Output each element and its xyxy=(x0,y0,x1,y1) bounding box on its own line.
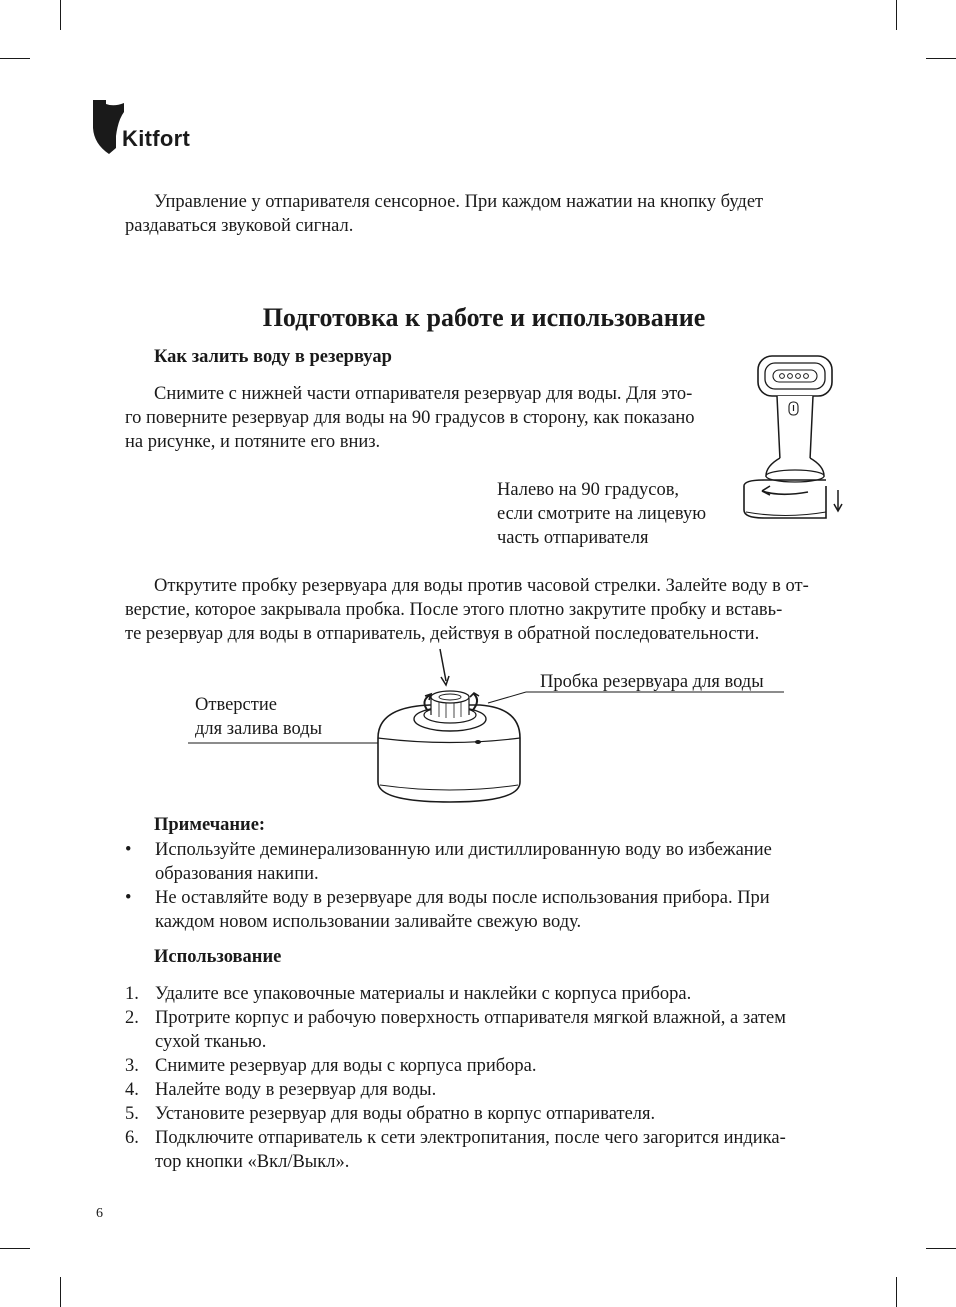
bullet-marker: • xyxy=(125,840,132,860)
usage-heading: Использование xyxy=(154,947,282,967)
step-text: тор кнопки «Вкл/Выкл». xyxy=(155,1152,350,1172)
step-text: Налейте воду в резервуар для воды. xyxy=(155,1080,437,1100)
step-item xyxy=(125,982,786,1006)
steamer-illustration xyxy=(740,352,850,527)
list-item-line: Не оставляйте воду в резервуаре для воды после использования прибора. При xyxy=(155,888,770,908)
caption-line: часть отпаривателя xyxy=(497,528,649,548)
hole-label xyxy=(195,693,322,741)
caption-line: если смотрите на лицевую xyxy=(497,504,707,524)
crop-mark xyxy=(896,0,897,30)
paragraph-line: верстие, которое закрывала пробка. После этого плотно закрутите пробку и вставь- xyxy=(125,600,783,620)
step-number: 4. xyxy=(125,1080,139,1100)
crop-mark xyxy=(926,1248,956,1249)
list-item xyxy=(125,886,772,934)
crop-mark xyxy=(926,58,956,59)
step-item xyxy=(125,1006,786,1054)
step-item xyxy=(125,1078,786,1102)
bullet-marker: • xyxy=(125,888,132,908)
caption-line: Налево на 90 градусов, xyxy=(497,480,680,500)
list-item-line: каждом новом использовании заливайте свежую воду. xyxy=(155,912,582,932)
section-title: Подготовка к работе и использование xyxy=(262,303,706,332)
step-item xyxy=(125,1054,786,1078)
hole-label-line: Отверстие xyxy=(195,695,277,715)
list-item xyxy=(125,838,772,886)
intro-line: Управление у отпаривателя сенсорное. При каждом нажатии на кнопку будет xyxy=(154,192,764,212)
fill-water-heading: Как залить воду в резервуар xyxy=(154,347,392,367)
note-heading: Примечание: xyxy=(154,815,266,835)
paragraph-line: те резервуар для воды в отпариватель, действуя в обратной последовательности. xyxy=(125,624,760,644)
step-number: 5. xyxy=(125,1104,139,1124)
paragraph-line: го поверните резервуар для воды на 90 градусов в сторону, как показано xyxy=(125,408,695,428)
step-number: 3. xyxy=(125,1056,139,1076)
step-item xyxy=(125,1126,786,1174)
crop-mark xyxy=(896,1277,897,1307)
crop-mark xyxy=(0,58,30,59)
step-text: Протрите корпус и рабочую поверхность отпаривателя мягкой влажной, а затем xyxy=(155,1008,786,1028)
list-item-line: образования накипи. xyxy=(155,864,319,884)
fill-water-paragraph-1 xyxy=(125,382,695,454)
intro-paragraph xyxy=(125,190,763,238)
cap-label: Пробка резервуара для воды xyxy=(540,672,764,692)
crop-mark xyxy=(0,1248,30,1249)
paragraph-line: Открутите пробку резервуара для воды против часовой стрелки. Залейте воду в от- xyxy=(154,576,809,596)
crop-mark xyxy=(60,1277,61,1307)
list-item-line: Используйте деминерализованную или дистиллированную воду во избежание xyxy=(155,840,772,860)
page-number: 6 xyxy=(96,1206,103,1221)
step-text: Установите резервуар для воды обратно в корпус отпаривателя. xyxy=(155,1104,656,1124)
usage-steps xyxy=(125,982,786,1174)
paragraph-line: на рисунке, и потяните его вниз. xyxy=(125,432,381,452)
step-text: Подключите отпариватель к сети электропитания, после чего загорится индика- xyxy=(155,1128,786,1148)
intro-line: раздаваться звуковой сигнал. xyxy=(125,216,354,236)
paragraph-line: Снимите с нижней части отпаривателя резервуар для воды. Для это- xyxy=(154,384,693,404)
note-list xyxy=(125,838,772,934)
step-number: 1. xyxy=(125,984,139,1004)
step-text: сухой тканью. xyxy=(155,1032,267,1052)
step-text: Удалите все упаковочные материалы и наклейки с корпуса прибора. xyxy=(155,984,692,1004)
brand-name: Kitfort xyxy=(122,126,191,151)
fill-water-paragraph-2 xyxy=(125,574,809,646)
hole-label-line: для залива воды xyxy=(195,719,323,739)
step-number: 2. xyxy=(125,1008,139,1028)
step-text: Снимите резервуар для воды с корпуса прибора. xyxy=(155,1056,537,1076)
step-item xyxy=(125,1102,786,1126)
crop-mark xyxy=(60,0,61,30)
step-number: 6. xyxy=(125,1128,139,1148)
figure1-caption xyxy=(497,478,706,550)
